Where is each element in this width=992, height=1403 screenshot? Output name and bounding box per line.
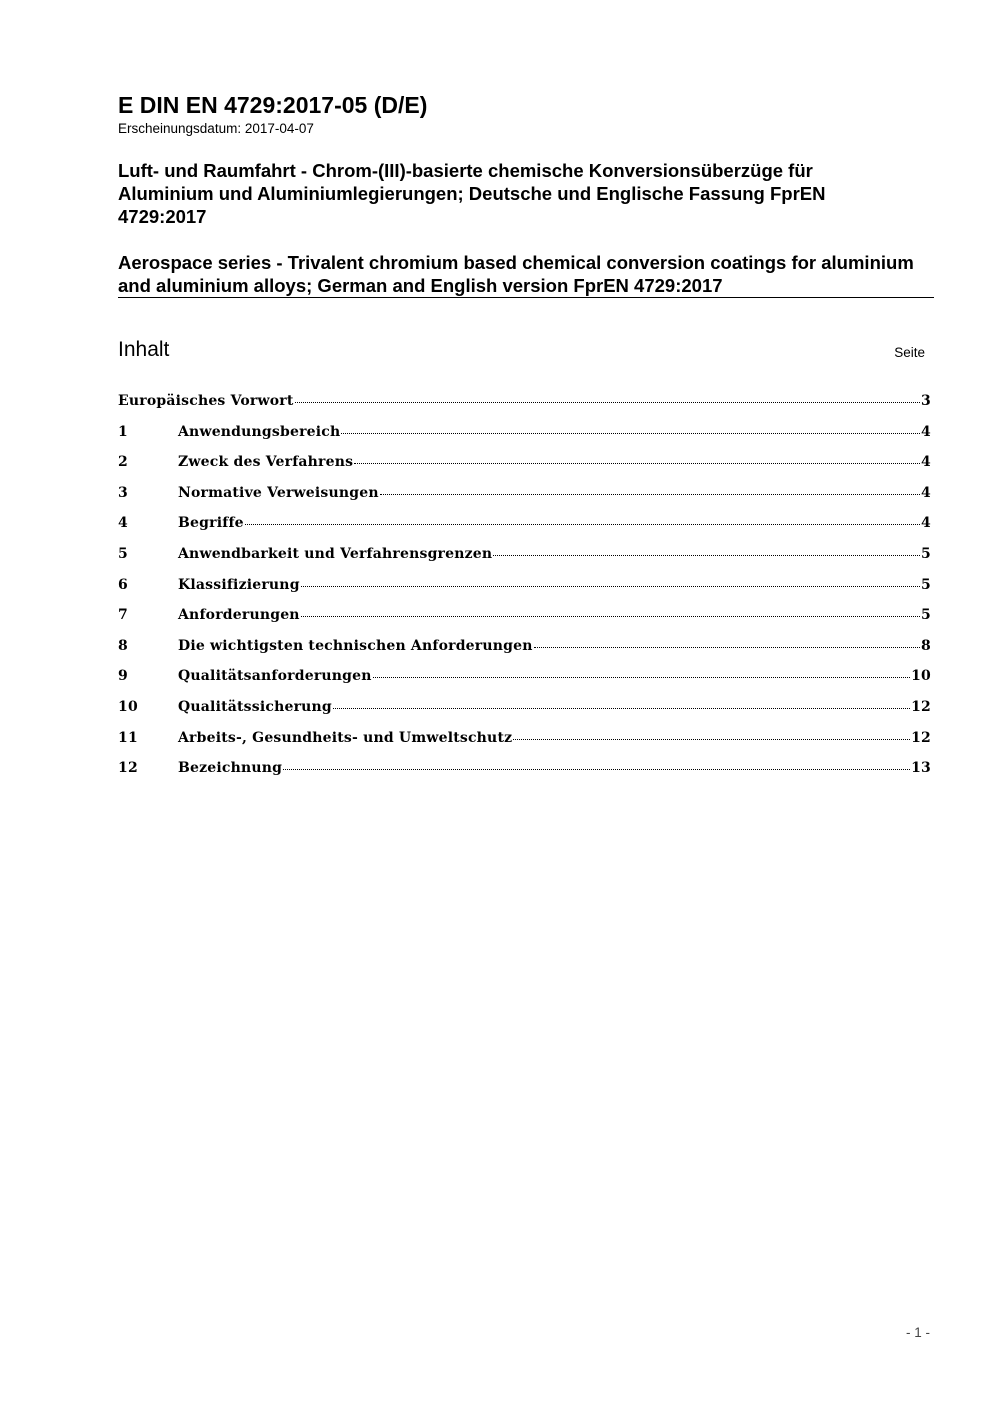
toc-entry-number: 11 [118,729,138,746]
toc-entry-9[interactable] [118,668,931,699]
toc-entry-title: Qualitätsanforderungen [178,668,372,685]
toc-entry-title: Begriffe [178,515,244,532]
toc-entry-number: 5 [118,545,128,562]
toc-entry-2[interactable] [118,454,931,485]
toc-entry-title: Europäisches Vorwort [118,393,294,409]
toc-entry-title: Anwendbarkeit und Verfahrensgrenzen [178,545,493,562]
publication-date: Erscheinungsdatum: 2017-04-07 [118,121,314,136]
toc-entry-number: 1 [118,423,128,440]
toc-entry-page: 4 [921,484,931,501]
toc-entry-3[interactable] [118,485,931,516]
title-german: Luft- und Raumfahrt - Chrom-(III)-basierte chemische Konversionsüberzüge für Aluminium und Aluminiumlegierungen; Deutsche und Englische Fassung FprEN 4729:2017 [118,160,826,227]
toc-leader-dots [301,586,920,587]
toc-entry-page: 4 [921,423,931,440]
toc-entry-1[interactable] [118,424,931,455]
title-divider [118,297,934,298]
toc-entry-number: 12 [118,760,138,777]
toc-entry-number: 10 [118,698,138,715]
toc-entry-title: Zweck des Verfahrens [178,454,354,471]
toc-entry-title: Bezeichnung [178,760,283,777]
toc-entry-page: 13 [911,760,931,777]
toc-entry-8[interactable] [118,638,931,669]
toc-entry-page: 10 [911,668,931,685]
toc-entry-title: Die wichtigsten technischen Anforderungen [178,637,533,654]
table-of-contents [118,393,931,791]
toc-entry-number: 6 [118,576,128,593]
toc-entry-7[interactable] [118,607,931,638]
toc-entry-page: 5 [921,545,931,562]
document-id: E DIN EN 4729:2017-05 (D/E) [118,92,428,118]
toc-entry-page: 4 [921,454,931,471]
toc-entry-title: Anwendungsbereich [178,423,341,440]
toc-entry-title: Klassifizierung [178,576,300,593]
toc-entry-11[interactable] [118,730,931,761]
toc-entry-title: Normative Verweisungen [178,484,379,501]
toc-entry-number: 4 [118,515,128,532]
toc-entry-title: Qualitätssicherung [178,698,332,715]
toc-page-column-label: Seite [894,345,925,360]
toc-leader-dots [301,616,920,617]
toc-entry-number: 9 [118,668,128,685]
toc-entry-page: 12 [911,698,931,715]
toc-entry-title: Arbeits-, Gesundheits- und Umweltschutz [178,729,513,746]
toc-entry-4[interactable] [118,515,931,546]
toc-entry-6[interactable] [118,577,931,608]
toc-entry-page: 3 [921,393,931,409]
toc-entry-10[interactable] [118,699,931,730]
toc-entry-12[interactable] [118,760,931,791]
toc-leader-dots [341,433,920,434]
toc-leader-dots [513,739,910,740]
toc-leader-dots [333,708,910,709]
toc-entry-number: 8 [118,637,128,654]
toc-entry-page: 4 [921,515,931,532]
toc-entry-number: 3 [118,484,128,501]
toc-leader-dots [493,555,920,556]
toc-entry-foreword[interactable] [118,393,931,424]
title-english: Aerospace series - Trivalent chromium based chemical conversion coatings for aluminium and aluminium alloys; German and English version FprEN 4729:2017 [118,252,914,296]
footer-page-number: - 1 - [905,1325,930,1340]
toc-leader-dots [354,463,920,464]
toc-leader-dots [380,494,920,495]
toc-entry-5[interactable] [118,546,931,577]
toc-entry-page: 8 [921,637,931,654]
toc-leader-dots [295,402,921,403]
toc-leader-dots [534,647,920,648]
toc-leader-dots [245,524,920,525]
toc-leader-dots [283,769,910,770]
toc-entry-page: 5 [921,576,931,593]
toc-entry-page: 5 [921,607,931,624]
toc-entry-number: 7 [118,607,128,624]
toc-entry-number: 2 [118,454,128,471]
toc-entry-title: Anforderungen [178,607,300,624]
toc-entry-page: 12 [911,729,931,746]
toc-leader-dots [373,677,910,678]
toc-heading: Inhalt [118,338,170,361]
